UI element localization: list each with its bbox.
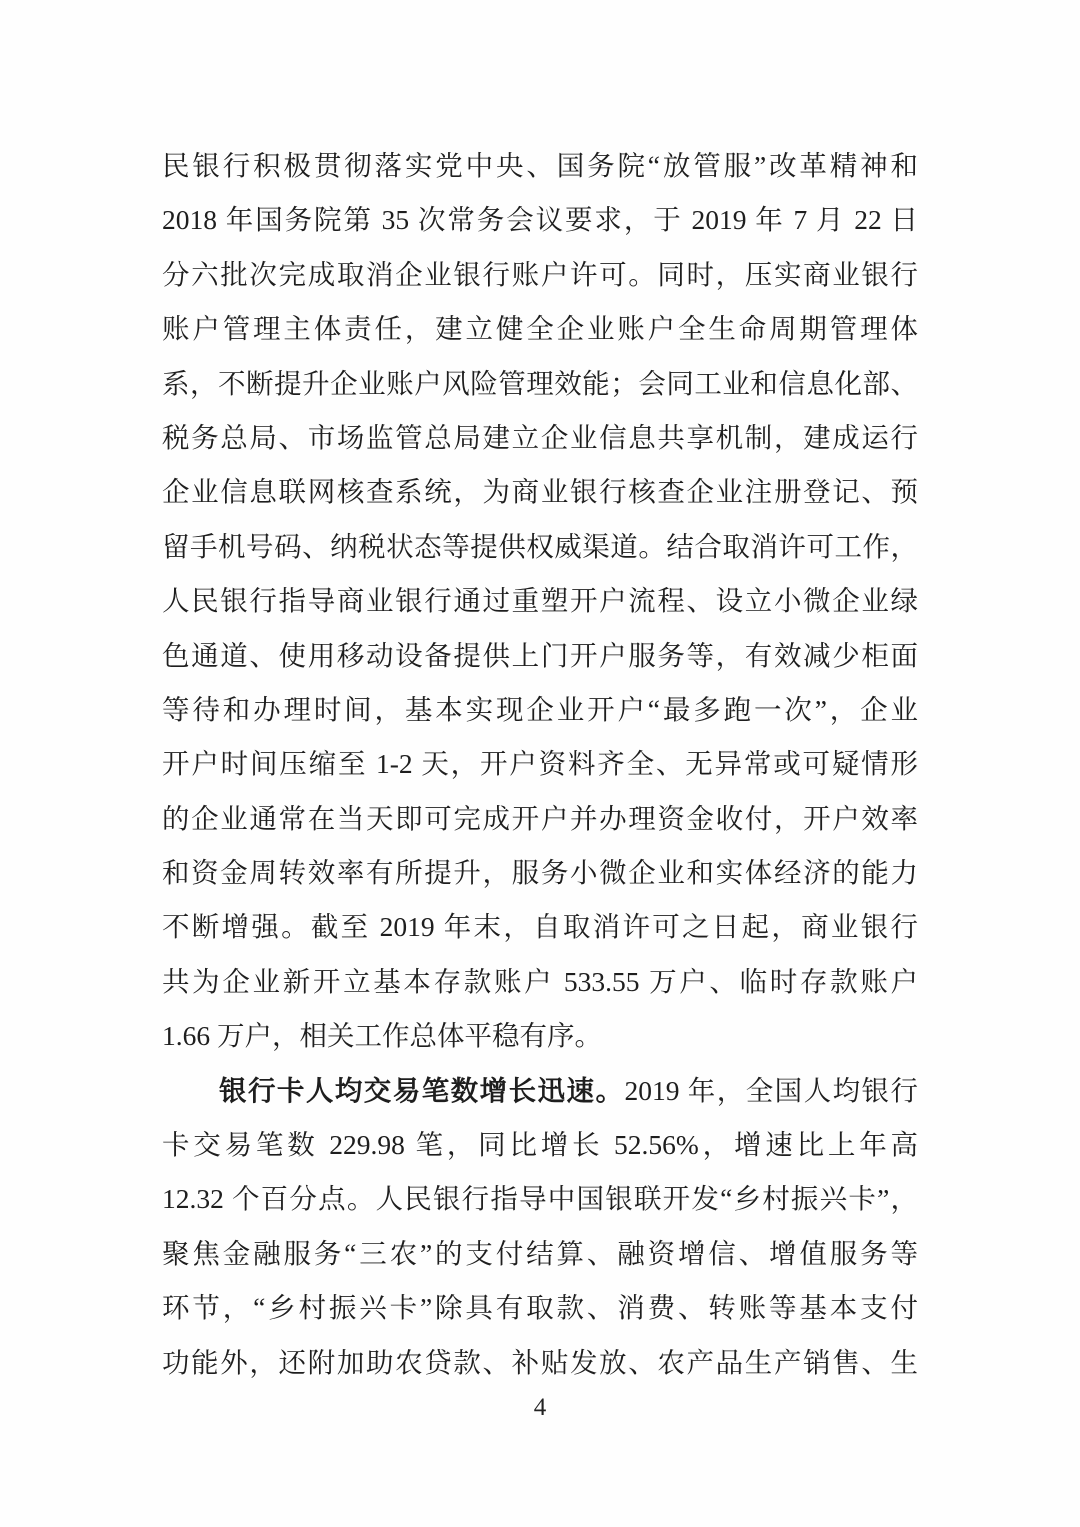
- body-line: 人民银行指导商业银行通过重塑开户流程、设立小微企业绿: [162, 585, 918, 617]
- paragraph-lead-rest: 2019 年，全国人均银行: [624, 1074, 919, 1106]
- body-line: 功能外，还附加助农贷款、补贴发放、农产品生产销售、生: [162, 1346, 918, 1378]
- body-text: [162, 139, 918, 1390]
- body-line: 企业信息联网核查系统，为商业银行核查企业注册登记、预: [162, 476, 918, 508]
- paragraph-lead-bold: 银行卡人均交易笔数增长迅速。: [219, 1074, 625, 1106]
- body-line-paragraph-start: [162, 1064, 918, 1118]
- body-line: 卡交易笔数 229.98 笔，同比增长 52.56%，增速比上年高: [162, 1129, 918, 1161]
- body-line: 12.32 个百分点。人民银行指导中国银联开发“乡村振兴卡”，: [162, 1183, 918, 1215]
- body-line: 民银行积极贯彻落实党中央、国务院“放管服”改革精神和: [162, 150, 918, 181]
- body-line: 环节，“乡村振兴卡”除具有取款、消费、转账等基本支付: [162, 1292, 918, 1324]
- body-line: 和资金周转效率有所提升，服务小微企业和实体经济的能力: [162, 857, 918, 889]
- body-line: 的企业通常在当天即可完成开户并办理资金收付，开户效率: [162, 802, 918, 834]
- body-line: 色通道、使用移动设备提供上门开户服务等，有效减少柜面: [162, 639, 918, 671]
- body-line: 系，不断提升企业账户风险管理效能；会同工业和信息化部、: [162, 367, 918, 399]
- body-line: 留手机号码、纳税状态等提供权威渠道。结合取消许可工作，: [162, 530, 918, 562]
- body-line-paragraph-end: 1.66 万户，相关工作总体平稳有序。: [162, 1020, 602, 1052]
- body-line: 税务总局、市场监管总局建立企业信息共享机制，建成运行: [162, 421, 918, 453]
- body-line: 账户管理主体责任，建立健全企业账户全生命周期管理体: [162, 313, 918, 345]
- body-line: 开户时间压缩至 1-2 天，开户资料齐全、无异常或可疑情形: [162, 748, 918, 780]
- body-line: 聚焦金融服务“三农”的支付结算、融资增信、增值服务等: [162, 1237, 918, 1269]
- page-number: 4: [533, 1394, 547, 1421]
- body-line: 2018 年国务院第 35 次常务会议要求，于 2019 年 7 月 22 日: [162, 204, 918, 236]
- body-line: 共为企业新开立基本存款账户 533.55 万户、临时存款账户: [162, 965, 918, 997]
- body-line: 等待和办理时间，基本实现企业开户“最多跑一次”，企业: [162, 693, 918, 725]
- body-line: 不断增强。截至 2019 年末，自取消许可之日起，商业银行: [162, 911, 918, 943]
- body-line: 分六批次完成取消企业银行账户许可。同时，压实商业银行: [162, 258, 918, 290]
